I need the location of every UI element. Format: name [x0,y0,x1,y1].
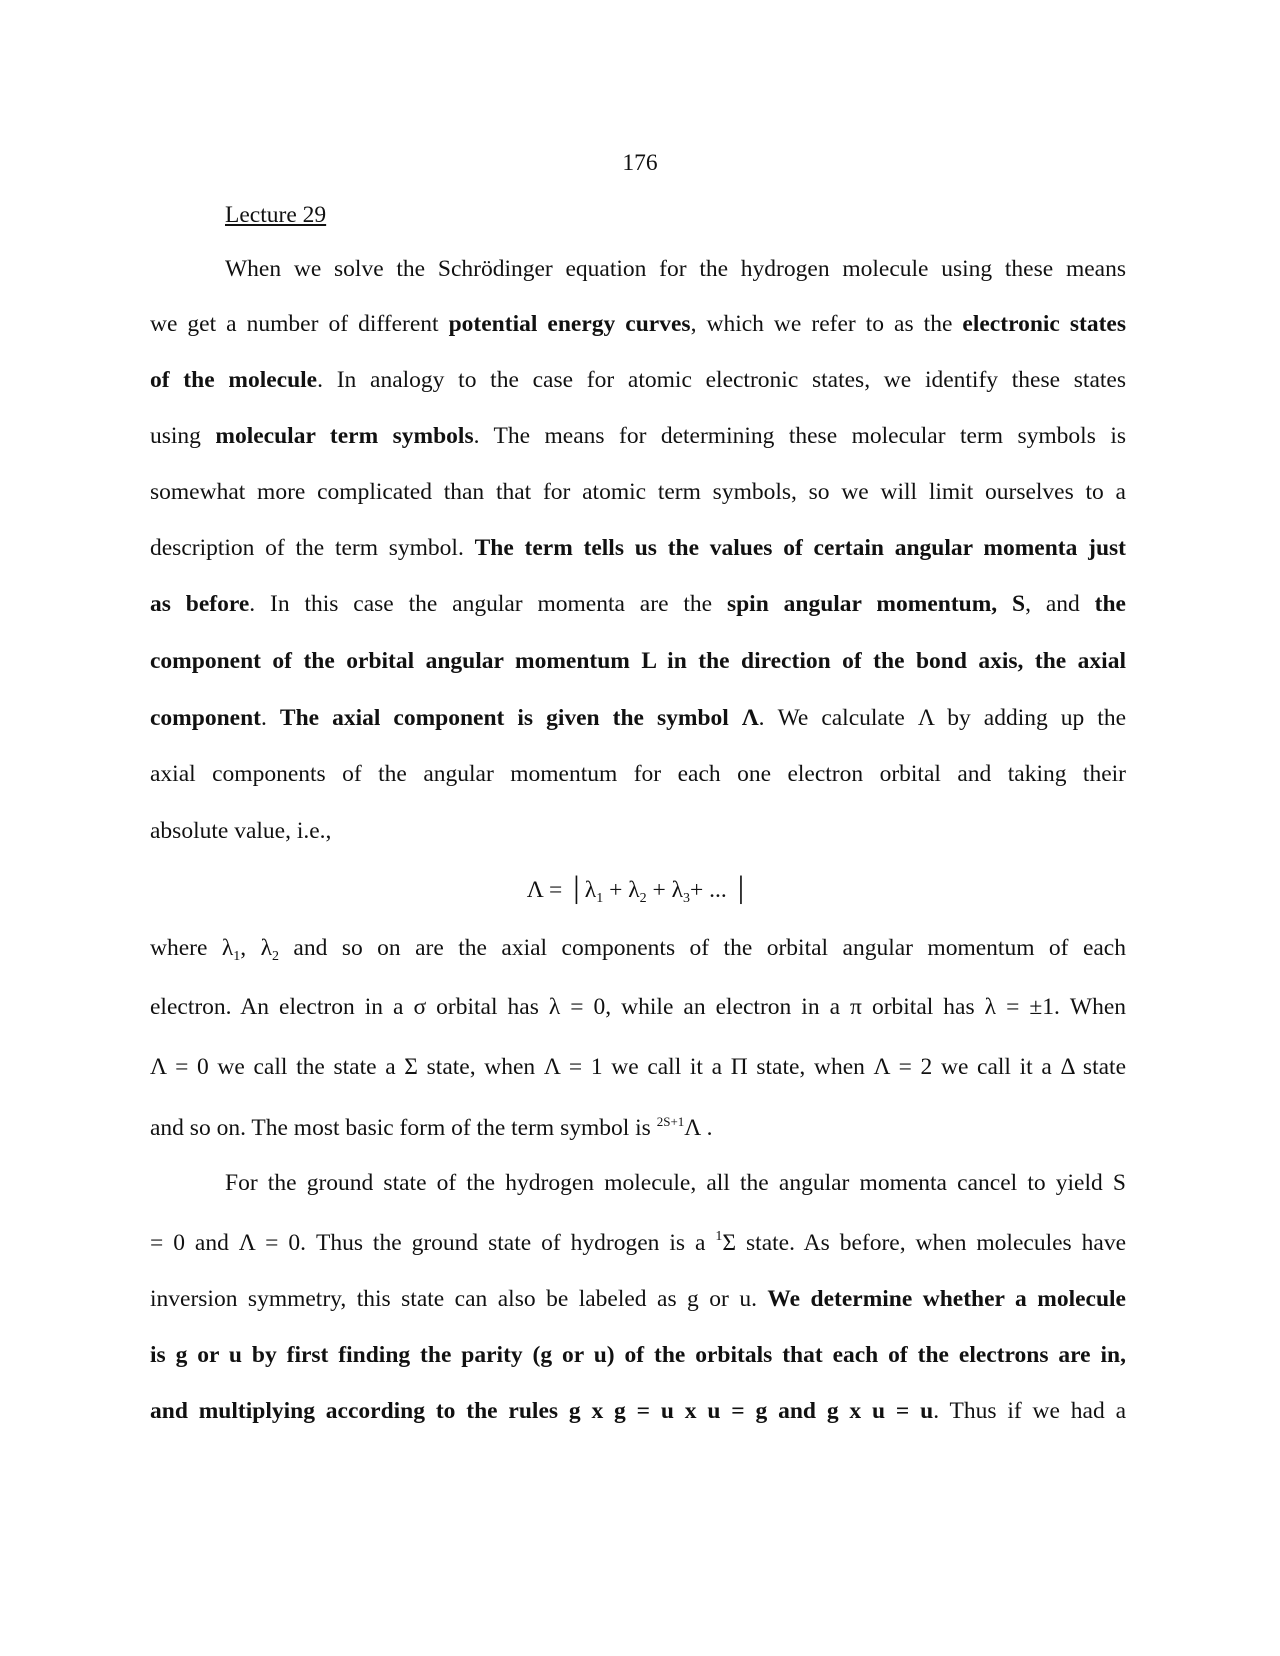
equation-line: $\Lambda = │\lambda_1 + \lambda_2 + \lambda_3+$ ... │ [526,877,750,906]
lecture-title: Lecture 29 [225,202,327,228]
text-line: = 0 and Λ = 0. Thus the ground state of hydrogen is a $^1$Σ state. As before, when molecules have [150,1229,1126,1256]
text-line: When we solve the Schrödinger equation for the hydrogen molecule using these means [225,256,1126,282]
text-line: as before. In this case the angular momenta are the spin angular momentum, S, and the [150,591,1126,617]
text-line: of the molecule. In analogy to the case for atomic electronic states, we identify these states [150,367,1126,393]
text-line: is g or u by first finding the parity (g or u) of the orbitals that each of the electrons are in, [150,1342,1126,1368]
text-line: axial components of the angular momentum for each one electron orbital and taking their [150,761,1126,787]
text-line: where $\lambda_1$, $\lambda_2$ and so on are the axial components of the orbital angular momentum of each [150,935,1126,964]
text-line: we get a number of different potential energy curves, which we refer to as the electronic states [150,311,1127,337]
text-line: absolute value, i.e., [150,818,332,844]
page-number: 176 [622,150,658,176]
text-line: and so on. The most basic form of the term symbol is $^{2S+1}$Λ . [150,1114,713,1141]
text-line: For the ground state of the hydrogen molecule, all the angular momenta cancel to yield S [225,1170,1126,1196]
text-line: component. The axial component is given the symbol Λ. We calculate Λ by adding up the [150,705,1126,731]
text-line: Λ = 0 we call the state a Σ state, when Λ = 1 we call it a Π state, when Λ = 2 we call it a Δ state [150,1054,1126,1080]
text-line: component of the orbital angular momentum L in the direction of the bond axis, the axial [150,648,1126,674]
text-line: electron. An electron in a σ orbital has λ = 0, while an electron in a π orbital has λ = ±1. When [150,994,1126,1020]
text-line: description of the term symbol. The term tells us the values of certain angular momenta just [150,535,1126,561]
text-line: somewhat more complicated than that for atomic term symbols, so we will limit ourselves to a [150,479,1126,505]
text-line: using molecular term symbols. The means for determining these molecular term symbols is [150,423,1126,449]
text-line: inversion symmetry, this state can also be labeled as g or u. We determine whether a molecule [150,1286,1126,1312]
text-line: and multiplying according to the rules g x g = u x u = g and g x u = u. Thus if we had a [150,1398,1127,1424]
